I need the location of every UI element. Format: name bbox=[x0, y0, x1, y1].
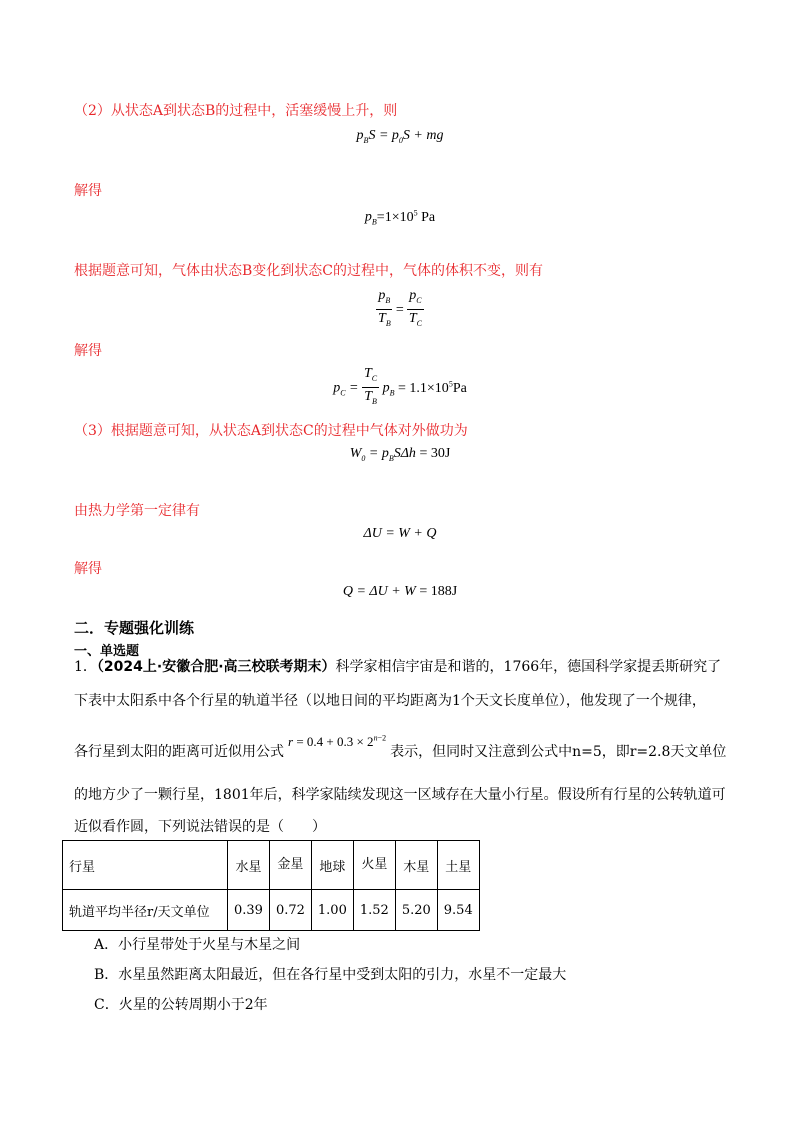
planet-orbit-table bbox=[62, 840, 480, 931]
jiede-label-2: 解得 bbox=[74, 343, 102, 359]
question-line-2: 下表中太阳系中各个行星的轨道半径（以地日间的平均距离为1个天文长度单位），他发现了一个规律， bbox=[74, 693, 706, 709]
jiede-label-3: 解得 bbox=[74, 561, 102, 577]
section-title: 二．专题强化训练 bbox=[74, 619, 195, 637]
table-cell: 水星 bbox=[228, 841, 270, 890]
question-line-5: 近似看作圆，下列说法错误的是（ ） bbox=[74, 819, 326, 835]
equation-isochoric-ratio: $\frac{p_B}{T_B}$ = $\frac{p_C}{T_C}$ bbox=[378, 288, 422, 328]
equation-first-law: ΔU = W + Q bbox=[363, 526, 437, 541]
question-line-3: 各行星到太阳的距离可近似用公式$r = 0.4 + 0.3 \times 2^{n-2}$表示，但同时又注意到公式中n=5，即r=2.8天文单位 bbox=[74, 733, 727, 760]
option-a[interactable]: A．小行星带处于火星与木星之间 bbox=[94, 937, 301, 953]
equation-pc-result: $p_C$ = $\frac{T_C}{T_B}$ $p_B = 1.1\times 10^5Pa$ bbox=[333, 366, 467, 406]
part3-intro: （3）根据题意可知，从状态A到状态C的过程中气体对外做功为 bbox=[74, 423, 468, 439]
table-cell: 地球 bbox=[311, 841, 353, 890]
section-subtitle: 一、单选题 bbox=[74, 644, 140, 659]
equation-pb-result: $p_B=1\times 10^5$ Pa bbox=[364, 208, 436, 227]
table-cell: 1.52 bbox=[353, 890, 395, 931]
table-cell: 5.20 bbox=[395, 890, 437, 931]
question-number: 1． bbox=[74, 659, 97, 675]
isochoric-text: 根据题意可知，气体由状态B变化到状态C的过程中，气体的体积不变，则有 bbox=[74, 263, 543, 279]
table-row bbox=[63, 890, 480, 931]
titius-bode-formula: $r = 0.4 + 0.3 \times 2^{n-2}$ bbox=[288, 733, 387, 749]
table-cell: 金星 bbox=[269, 841, 311, 890]
table-header-row bbox=[63, 841, 480, 890]
table-cell: 木星 bbox=[395, 841, 437, 890]
question-line1-text: 科学家相信宇宙是和谐的，1766年，德国科学家提丢斯研究了 bbox=[335, 659, 722, 675]
table-cell: 土星 bbox=[437, 841, 479, 890]
table-cell: 0.72 bbox=[269, 890, 311, 931]
option-b[interactable]: B．水星虽然距离太阳最近，但在各行星中受到太阳的引力，水星不一定最大 bbox=[94, 967, 567, 983]
table-cell: 轨道平均半径r/天文单位 bbox=[63, 890, 228, 931]
option-c[interactable]: C．火星的公转周期小于2年 bbox=[94, 997, 268, 1013]
equation-pressure-balance: $p_BS = p_0S$ + mg bbox=[356, 128, 444, 145]
question-line-1 bbox=[74, 656, 721, 676]
part2-intro: （2）从状态A到状态B的过程中，活塞缓慢上升，则 bbox=[74, 103, 398, 119]
equation-q-result: Q = ΔU + W = 188J bbox=[342, 584, 458, 599]
table-cell: 0.39 bbox=[228, 890, 270, 931]
question-source: （2024上·安徽合肥·高三校联考期末） bbox=[96, 659, 336, 675]
first-law-text: 由热力学第一定律有 bbox=[74, 503, 200, 519]
jiede-label-1: 解得 bbox=[74, 183, 102, 199]
table-cell: 1.00 bbox=[311, 890, 353, 931]
table-cell: 火星 bbox=[353, 841, 395, 890]
equation-work: $W_0 = p_BS\Delta h = 30J$ bbox=[349, 446, 451, 463]
question-line-4: 的地方少了一颗行星，1801年后，科学家陆续发现这一区域存在大量小行星。假设所有行星的公转轨道可 bbox=[74, 787, 726, 803]
table-cell: 行星 bbox=[63, 841, 228, 890]
table-cell: 9.54 bbox=[437, 890, 479, 931]
